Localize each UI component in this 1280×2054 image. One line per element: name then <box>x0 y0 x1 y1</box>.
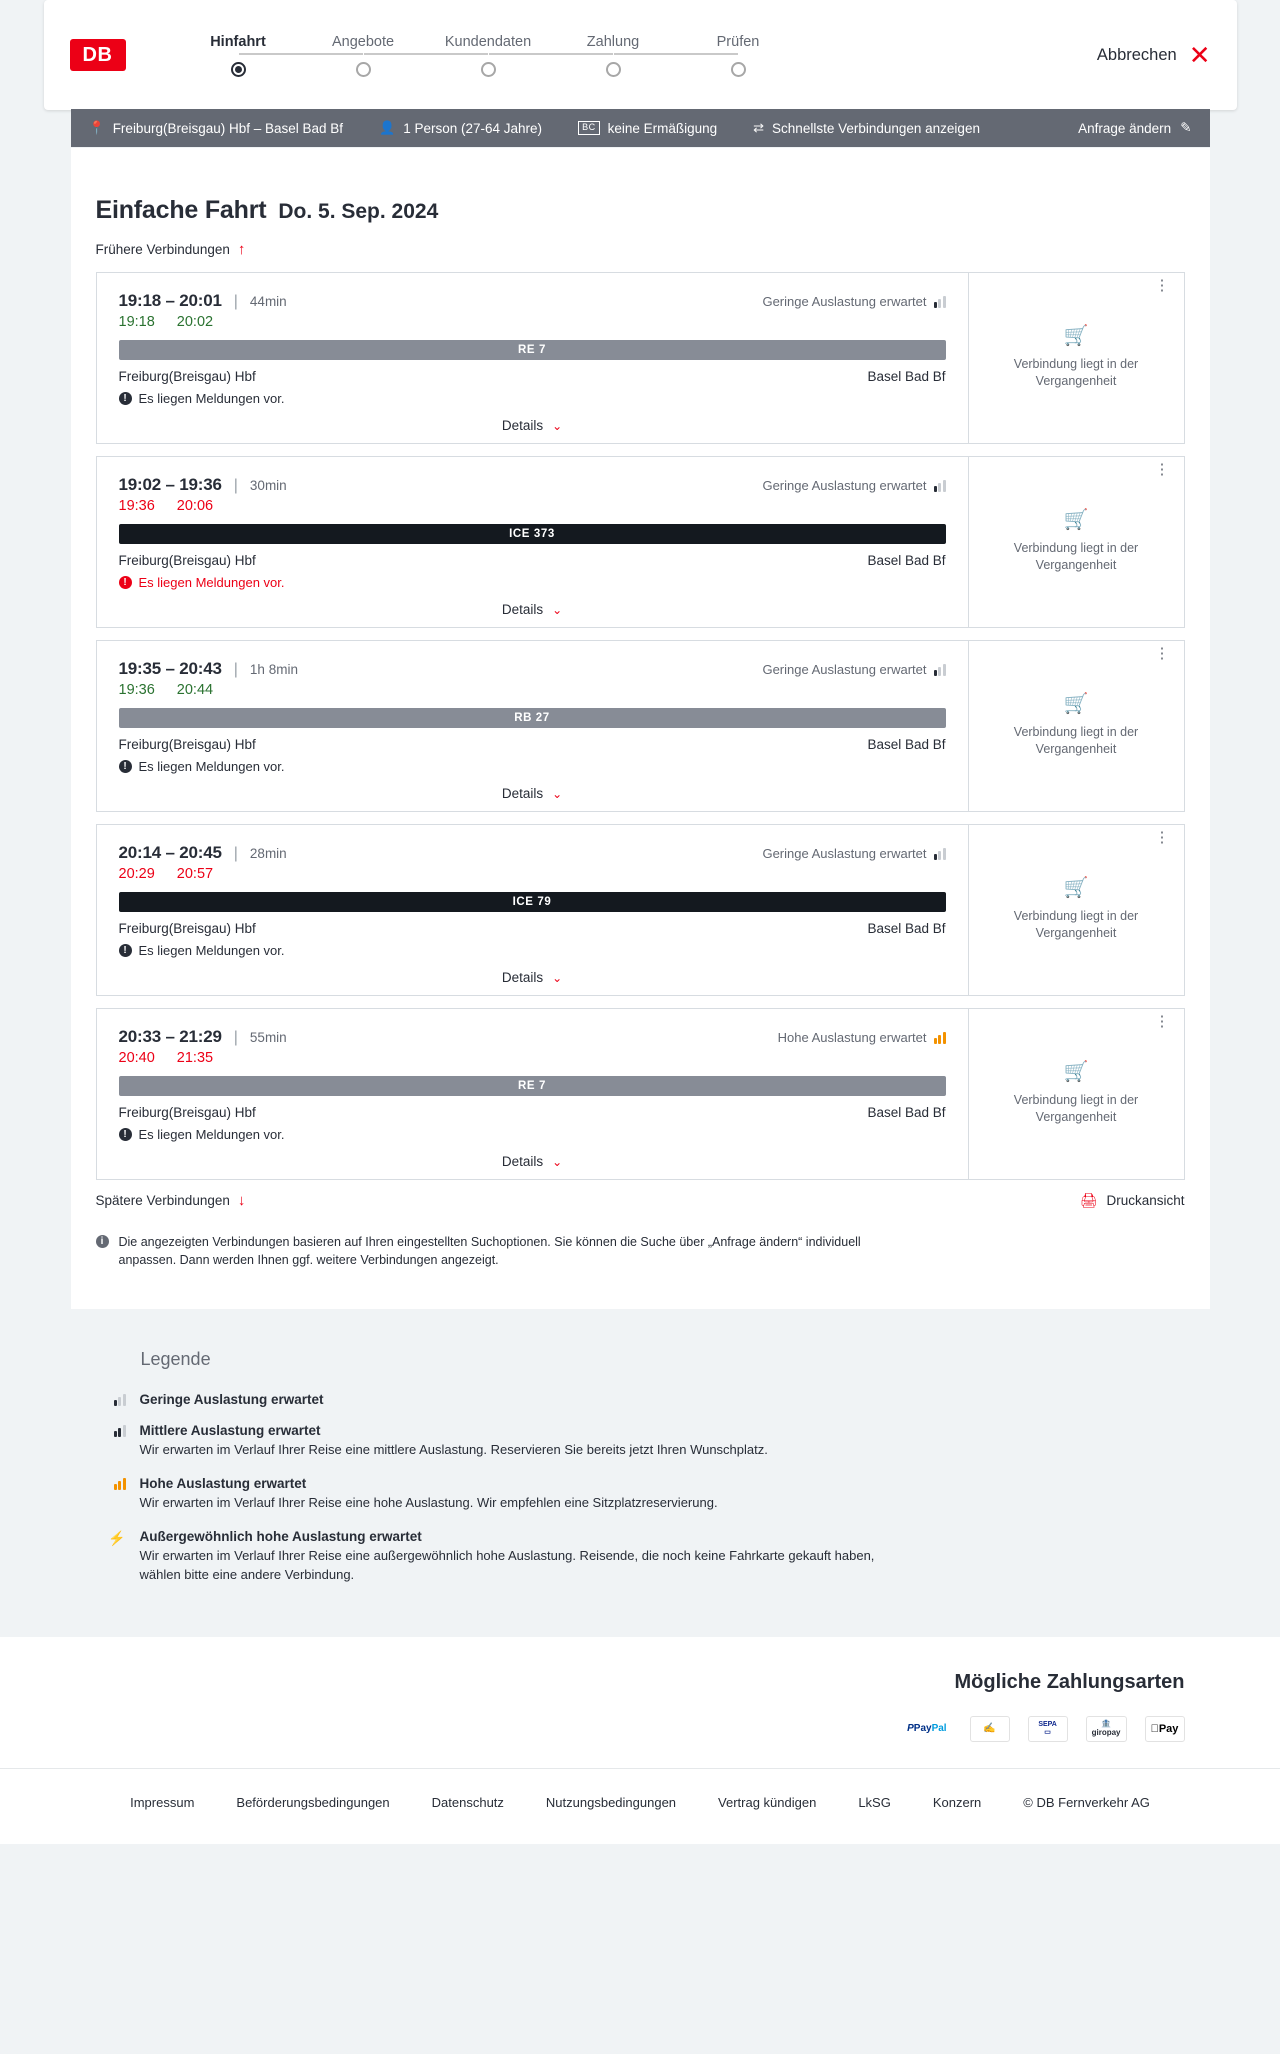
legend-section <box>0 1309 1280 1636</box>
chevron-down-icon: ⌄ <box>552 786 563 801</box>
realtime-arrival: 20:02 <box>176 314 214 330</box>
connection-action <box>969 825 1184 995</box>
to-station: Basel Bad Bf <box>867 921 946 936</box>
utilization-low-icon <box>96 1392 126 1407</box>
trip-date: Do. 5. Sep. 2024 <box>278 200 439 223</box>
change-request-label: Anfrage ändern <box>1078 120 1172 136</box>
from-station: Freiburg(Breisgau) Hbf <box>118 921 256 936</box>
planned-times: 20:14 – 20:45 <box>118 843 222 862</box>
realtime-departure: 20:40 <box>118 1050 155 1066</box>
connection-card[interactable] <box>96 456 1185 628</box>
close-icon[interactable]: ✕ <box>1188 40 1211 70</box>
connection-details <box>97 457 969 627</box>
duration: 30min <box>249 478 287 493</box>
divider: | <box>233 845 238 862</box>
step-dot-icon <box>481 62 496 77</box>
from-station: Freiburg(Breisgau) Hbf <box>118 369 256 384</box>
planned-times: 19:18 – 20:01 <box>118 291 222 310</box>
connection-header <box>119 659 946 679</box>
utilization-label: Geringe Auslastung erwartet <box>762 846 927 861</box>
wizard-step-pruefen[interactable] <box>676 34 801 77</box>
notice-label: Es liegen Meldungen vor. <box>138 575 285 590</box>
later-connections-button[interactable] <box>96 1192 246 1209</box>
wizard-step-label: Angebote <box>331 33 395 50</box>
footer-copyright: © DB Fernverkehr AG <box>1023 1794 1150 1810</box>
notice-label: Es liegen Meldungen vor. <box>138 943 285 958</box>
wizard-header <box>44 0 1237 110</box>
footer-link-impressum[interactable]: Impressum <box>130 1794 195 1810</box>
cancel-label: Abbrechen <box>1096 45 1177 64</box>
duration: 28min <box>249 846 287 861</box>
details-label: Details <box>501 602 544 617</box>
notice-label: Es liegen Meldungen vor. <box>138 391 285 406</box>
wizard-steps <box>176 34 801 77</box>
cart-icon: 🛒 <box>1063 325 1089 348</box>
query-summary-bar <box>71 109 1210 147</box>
footer-link-nutzungsbedingungen[interactable]: Nutzungsbedingungen <box>545 1794 677 1810</box>
connections-list <box>96 272 1185 1180</box>
legend-item-low <box>96 1392 1185 1407</box>
stations <box>119 369 946 384</box>
stations <box>119 921 946 936</box>
legend-item-title: Hohe Auslastung erwartet <box>139 1476 307 1492</box>
realtime-departure: 19:18 <box>118 314 155 330</box>
site-footer <box>0 1768 1280 1844</box>
to-station: Basel Bad Bf <box>867 553 946 568</box>
chevron-down-icon: ⌄ <box>552 970 563 985</box>
duration: 44min <box>249 294 287 309</box>
search-hint <box>96 1233 886 1269</box>
query-option <box>753 120 980 136</box>
notice[interactable] <box>119 943 946 958</box>
cart-icon: 🛒 <box>1063 877 1089 900</box>
more-options-icon[interactable]: ⋮ <box>1154 1013 1170 1030</box>
utilization-label: Geringe Auslastung erwartet <box>762 294 927 309</box>
more-options-icon[interactable]: ⋮ <box>1154 277 1170 294</box>
details-toggle[interactable] <box>119 418 946 433</box>
utilization-low-icon <box>934 848 946 860</box>
query-discount <box>578 121 717 136</box>
info-icon: ! <box>119 392 132 405</box>
duration: 55min <box>249 1030 287 1045</box>
train-bar: ICE 373 <box>119 524 946 544</box>
realtime-arrival: 20:44 <box>176 682 214 698</box>
change-request-button[interactable] <box>1078 120 1191 136</box>
notice[interactable] <box>119 759 946 774</box>
notice-label: Es liegen Meldungen vor. <box>138 1127 285 1142</box>
from-station: Freiburg(Breisgau) Hbf <box>118 737 256 752</box>
wizard-step-label: Zahlung <box>586 33 640 50</box>
connection-card[interactable] <box>96 1008 1185 1180</box>
later-connections-label: Spätere Verbindungen <box>95 1193 230 1208</box>
footer-link-befoerderungsbedingungen[interactable]: Beförderungsbedingungen <box>236 1794 390 1810</box>
past-connection-label: Verbindung liegt in der Vergangenheit <box>1013 1093 1139 1124</box>
details-label: Details <box>501 1154 544 1169</box>
legend-item-veryhigh <box>96 1529 1185 1585</box>
cancel-button[interactable] <box>1097 42 1211 68</box>
sepa-icon: SEPA ▭ <box>1028 1716 1068 1742</box>
warning-icon: ! <box>119 576 132 589</box>
planned-times: 19:35 – 20:43 <box>118 659 222 678</box>
stations <box>119 1105 946 1120</box>
legend-item-title: Außergewöhnlich hohe Auslastung erwartet <box>139 1528 422 1544</box>
more-options-icon[interactable]: ⋮ <box>1154 645 1170 662</box>
arrow-down-icon: ↓ <box>237 1192 246 1209</box>
details-label: Details <box>501 418 544 433</box>
connection-header <box>119 843 946 863</box>
bahncard-icon: BC <box>578 121 600 135</box>
realtime-times <box>119 314 946 330</box>
realtime-departure: 19:36 <box>118 682 155 698</box>
step-dot-icon <box>606 62 621 77</box>
apple-pay-icon: Pay <box>1145 1716 1185 1742</box>
results-footer <box>96 1192 1185 1209</box>
query-passengers-label: 1 Person (27-64 Jahre) <box>403 120 543 136</box>
realtime-arrival: 20:06 <box>176 498 214 514</box>
utilization-info <box>762 294 945 309</box>
cart-icon: 🛒 <box>1063 509 1089 532</box>
info-icon: i <box>96 1235 109 1248</box>
details-label: Details <box>501 786 544 801</box>
realtime-times <box>119 682 946 698</box>
wizard-step-hinfahrt[interactable] <box>176 34 301 77</box>
utilization-info <box>778 1030 946 1045</box>
connection-card[interactable] <box>96 640 1185 812</box>
payment-icons <box>902 1716 1184 1742</box>
wizard-step-label: Prüfen <box>716 33 760 50</box>
utilization-very-high-icon: ⚡ <box>108 1529 126 1546</box>
utilization-info <box>762 662 945 677</box>
trip-type-title: Einfache Fahrt <box>95 196 267 224</box>
realtime-departure: 19:36 <box>118 498 155 514</box>
earlier-connections-button[interactable] <box>96 241 246 258</box>
notice[interactable] <box>119 1127 946 1142</box>
train-bar: ICE 79 <box>119 892 946 912</box>
realtime-times <box>119 866 946 882</box>
giropay-icon: 🏦 giropay <box>1086 1716 1127 1742</box>
train-bar: RE 7 <box>119 340 946 360</box>
legend-item-mid <box>96 1423 1185 1460</box>
chevron-down-icon: ⌄ <box>552 1154 563 1169</box>
query-discount-label: keine Ermäßigung <box>607 120 718 136</box>
realtime-departure: 20:29 <box>118 866 155 882</box>
utilization-label: Geringe Auslastung erwartet <box>762 478 927 493</box>
payment-section <box>0 1637 1280 1768</box>
more-options-icon[interactable]: ⋮ <box>1154 461 1170 478</box>
print-view-button[interactable] <box>1080 1192 1185 1209</box>
realtime-arrival: 21:35 <box>176 1050 214 1066</box>
cart-icon: 🛒 <box>1063 1061 1089 1084</box>
legend-item-desc: Wir erwarten im Verlauf Ihrer Reise eine mittlere Auslastung. Reservieren Sie bereits jetzt Ihren Wunschplatz. <box>139 1442 768 1458</box>
notice[interactable] <box>119 575 946 590</box>
divider: | <box>233 293 238 310</box>
notice-label: Es liegen Meldungen vor. <box>138 759 285 774</box>
utilization-info <box>762 846 945 861</box>
connection-action <box>969 457 1184 627</box>
query-route-label: Freiburg(Breisgau) Hbf – Basel Bad Bf <box>112 120 344 136</box>
connection-details <box>97 273 969 443</box>
connection-action <box>969 1009 1184 1179</box>
person-icon: 👤 <box>379 120 396 135</box>
notice[interactable] <box>119 391 946 406</box>
legend-item-desc: Wir erwarten im Verlauf Ihrer Reise eine außergewöhnlich hohe Auslastung. Reisende, die noch keine Fahrkarte gekauft haben, wählen bitte eine andere Verbindung. <box>139 1547 875 1582</box>
planned-times: 20:33 – 21:29 <box>118 1027 222 1046</box>
utilization-low-icon <box>934 296 946 308</box>
utilization-high-icon <box>96 1476 126 1513</box>
cart-icon: 🛒 <box>1063 693 1089 716</box>
footer-links <box>71 1795 1210 1810</box>
connection-details <box>97 825 969 995</box>
details-toggle[interactable] <box>119 1154 946 1169</box>
connection-details <box>97 641 969 811</box>
realtime-times <box>119 498 946 514</box>
from-station: Freiburg(Breisgau) Hbf <box>118 1105 256 1120</box>
from-station: Freiburg(Breisgau) Hbf <box>118 553 256 568</box>
step-dot-icon <box>231 62 246 77</box>
legend-title: Legende <box>140 1349 211 1370</box>
realtime-times <box>119 1050 946 1066</box>
chevron-down-icon: ⌄ <box>552 602 563 617</box>
divider: | <box>233 661 238 678</box>
paypal-icon: P Pay Pal <box>902 1716 951 1742</box>
wizard-step-kundendaten[interactable] <box>426 34 551 77</box>
legend-item-title: Geringe Auslastung erwartet <box>139 1392 324 1408</box>
step-dot-icon <box>356 62 371 77</box>
past-connection-label: Verbindung liegt in der Vergangenheit <box>1013 725 1139 756</box>
results-panel <box>71 148 1210 1309</box>
legend-item-title: Mittlere Auslastung erwartet <box>139 1423 321 1439</box>
pencil-icon[interactable]: ✎ <box>1180 120 1192 135</box>
info-icon: ! <box>119 944 132 957</box>
past-connection-label: Verbindung liegt in der Vergangenheit <box>1013 909 1139 940</box>
db-logo: DB <box>70 39 126 71</box>
utilization-info <box>762 478 945 493</box>
connection-header <box>119 291 946 311</box>
train-bar: RB 27 <box>119 708 946 728</box>
connection-header <box>119 475 946 495</box>
utilization-label: Geringe Auslastung erwartet <box>762 662 927 677</box>
details-label: Details <box>501 970 544 985</box>
query-option-label: Schnellste Verbindungen anzeigen <box>772 120 980 136</box>
legend-item-high <box>96 1476 1185 1513</box>
stations <box>119 737 946 752</box>
footer-link-vertrag-kuendigen[interactable]: Vertrag kündigen <box>718 1794 817 1810</box>
query-passengers <box>379 120 542 136</box>
wizard-step-zahlung[interactable] <box>551 34 676 77</box>
connection-card[interactable] <box>96 824 1185 996</box>
utilization-low-icon <box>934 480 946 492</box>
connection-action <box>969 273 1184 443</box>
train-bar: RE 7 <box>119 1076 946 1096</box>
details-toggle[interactable] <box>119 602 946 617</box>
past-connection-label: Verbindung liegt in der Vergangenheit <box>1013 357 1139 388</box>
printer-icon: 🖨 <box>1079 1192 1098 1208</box>
connection-action <box>969 641 1184 811</box>
query-route <box>89 120 344 136</box>
divider: | <box>233 477 238 494</box>
wizard-step-angebote[interactable] <box>301 34 426 77</box>
past-connection-label: Verbindung liegt in der Vergangenheit <box>1013 541 1139 572</box>
utilization-low-icon <box>934 664 946 676</box>
more-options-icon[interactable]: ⋮ <box>1154 829 1170 846</box>
wizard-step-label: Kundendaten <box>444 33 532 50</box>
print-label: Druckansicht <box>1106 1193 1185 1208</box>
to-station: Basel Bad Bf <box>867 369 946 384</box>
earlier-connections-label: Frühere Verbindungen <box>95 242 230 257</box>
legend-item-desc: Wir erwarten im Verlauf Ihrer Reise eine hohe Auslastung. Wir empfehlen eine Sitzplatzreservierung. <box>139 1495 718 1511</box>
chevron-down-icon: ⌄ <box>552 418 563 433</box>
payment-title: Mögliche Zahlungsarten <box>954 1670 1185 1693</box>
to-station: Basel Bad Bf <box>867 1105 946 1120</box>
footer-link-lksg[interactable]: LkSG <box>858 1794 891 1810</box>
connection-details <box>97 1009 969 1179</box>
info-icon: ! <box>119 760 132 773</box>
bottom-spacer <box>0 1844 1280 1884</box>
planned-times: 19:02 – 19:36 <box>118 475 222 494</box>
wizard-step-label: Hinfahrt <box>210 33 266 50</box>
connection-card[interactable] <box>96 272 1185 444</box>
info-icon: ! <box>119 1128 132 1141</box>
details-toggle[interactable] <box>119 786 946 801</box>
search-hint-text: Die angezeigten Verbindungen basieren auf Ihren eingestellten Suchoptionen. Sie können die Suche über „Anfrage ändern“ individuell anpassen. Dann werden Ihnen ggf. weitere Verbindungen angezeigt. <box>118 1235 861 1268</box>
connection-header <box>119 1027 946 1047</box>
utilization-label: Hohe Auslastung erwartet <box>777 1030 927 1045</box>
divider: | <box>233 1029 238 1046</box>
utilization-high-icon <box>934 1032 946 1044</box>
arrow-up-icon: ↑ <box>237 241 246 258</box>
utilization-mid-icon <box>96 1423 126 1460</box>
location-pin-icon: 📍 <box>88 120 105 135</box>
page-title <box>96 148 1210 225</box>
realtime-arrival: 20:57 <box>176 866 214 882</box>
duration: 1h 8min <box>249 662 298 677</box>
footer-link-datenschutz[interactable]: Datenschutz <box>431 1794 504 1810</box>
to-station: Basel Bad Bf <box>867 737 946 752</box>
stations <box>119 553 946 568</box>
footer-link-konzern[interactable]: Konzern <box>932 1794 982 1810</box>
direct-debit-icon: ✍ <box>970 1716 1010 1742</box>
step-dot-icon <box>731 62 746 77</box>
sliders-icon: ⇄ <box>753 120 765 135</box>
details-toggle[interactable] <box>119 970 946 985</box>
